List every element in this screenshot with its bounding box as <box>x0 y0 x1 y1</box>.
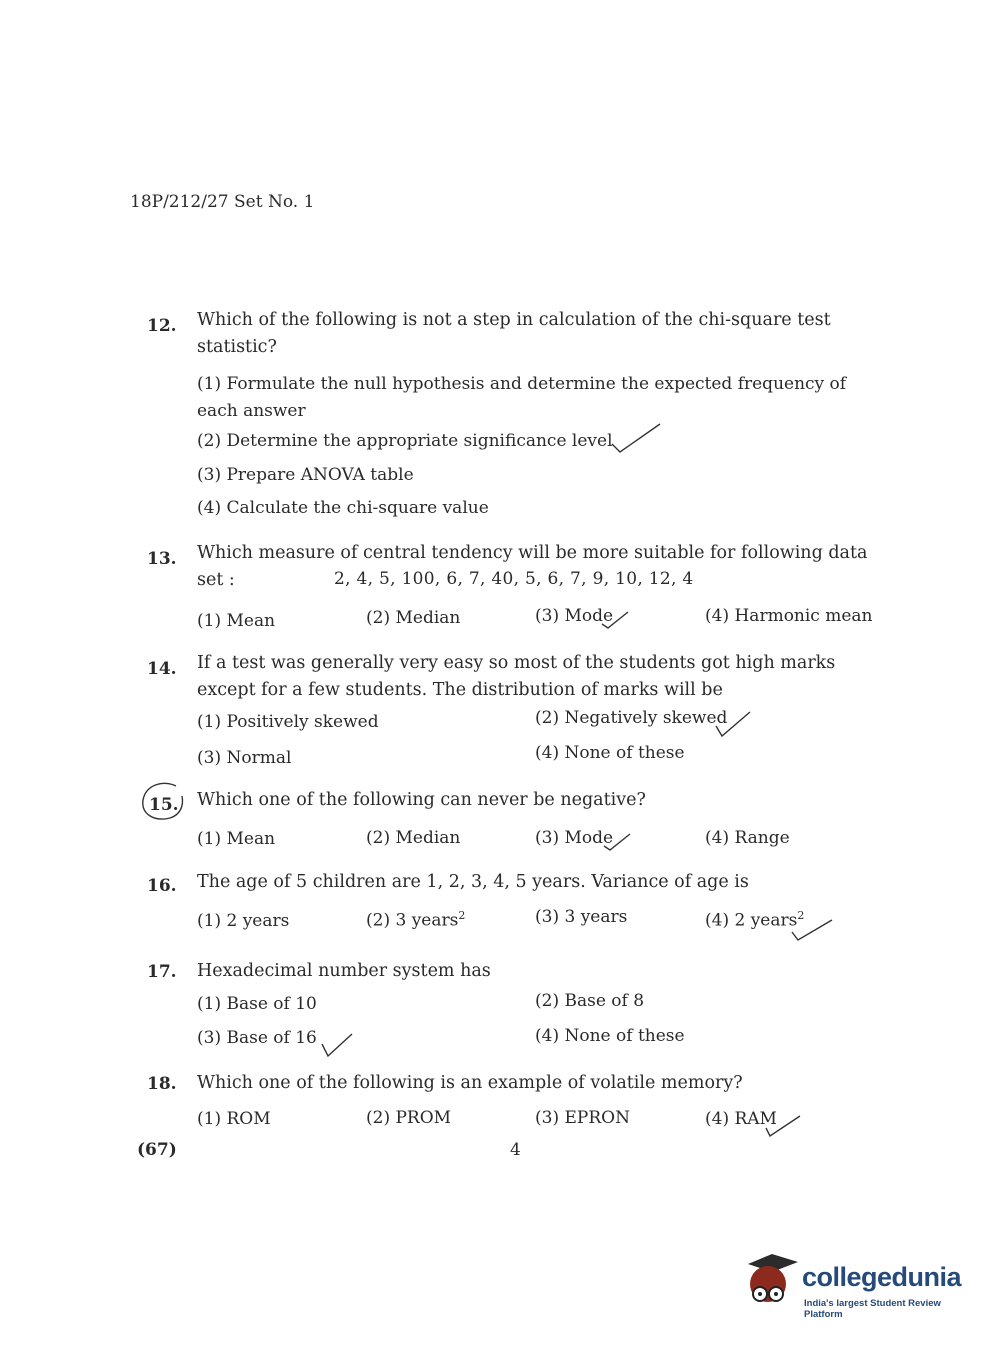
superscript: 2 <box>458 909 466 922</box>
tick-mark-icon <box>602 830 634 854</box>
tick-mark-icon <box>318 1030 356 1060</box>
option-4: (4) Calculate the chi-square value <box>197 498 489 518</box>
option-3: (3) Mode <box>535 606 614 626</box>
question-number: 17. <box>147 962 177 982</box>
question-text: If a test was generally very easy so most of the students got high marks except for a few students. The distribution of marks will be <box>197 653 836 700</box>
option-1: (1) 2 years <box>197 911 290 931</box>
option-1: (1) Mean <box>197 611 276 631</box>
option-1: (1) Positively skewed <box>197 712 379 732</box>
option-2: (2) Base of 8 <box>535 991 645 1011</box>
option-4: (4) 2 years <box>705 910 798 931</box>
option-3: (3) Normal <box>197 748 292 768</box>
brand-name: collegedunia <box>802 1262 962 1292</box>
option-4: (4) None of these <box>535 1026 685 1046</box>
question-text: Which one of the following can never be negative? <box>197 790 646 810</box>
option-1: (1) Mean <box>197 829 276 849</box>
question-text: Hexadecimal number system has <box>197 961 491 981</box>
option-1: (1) Base of 10 <box>197 994 317 1014</box>
option-4: (4) None of these <box>535 743 685 763</box>
superscript: 2 <box>797 909 805 922</box>
option-3: (3) 3 years <box>535 907 628 927</box>
option-4: (4) Range <box>705 828 790 848</box>
question-number: 15. <box>149 795 179 815</box>
tick-mark-icon <box>600 608 632 632</box>
question-number: 18. <box>147 1074 177 1094</box>
tick-mark-icon <box>608 420 664 456</box>
option-1: (1) Formulate the null hypothesis and determine the expected frequency of each answer <box>197 374 847 421</box>
option-2: (2) Determine the appropriate significance level <box>197 431 613 451</box>
question-number: 12. <box>147 316 177 336</box>
question-text: Which measure of central tendency will be more suitable for following data set : <box>197 543 868 590</box>
question-number: 16. <box>147 876 177 896</box>
footer-code: (67) <box>137 1140 177 1160</box>
page-number: 4 <box>510 1140 521 1160</box>
option-3: (3) Prepare ANOVA table <box>197 465 414 485</box>
paper-code: 18P/212/27 Set No. 1 <box>130 192 315 212</box>
tick-mark-icon <box>712 708 754 740</box>
option-3: (3) EPRON <box>535 1108 630 1128</box>
option-2: (2) Median <box>366 828 461 848</box>
mascot-icon <box>742 1252 800 1312</box>
option-2: (2) 3 years <box>366 910 459 931</box>
option-3: (3) Mode <box>535 828 614 848</box>
tick-mark-icon <box>762 1112 804 1142</box>
tick-mark-icon <box>788 914 836 944</box>
option-4: (4) RAM <box>705 1109 777 1129</box>
option-2-wrap <box>366 909 465 931</box>
option-2: (2) Negatively skewed <box>535 708 728 728</box>
question-number: 14. <box>147 659 177 679</box>
option-3: (3) Base of 16 <box>197 1028 317 1048</box>
option-1: (1) ROM <box>197 1109 271 1129</box>
brand-tagline: India's largest Student Review Platform <box>804 1298 941 1320</box>
collegedunia-logo <box>742 1250 972 1320</box>
question-text: Which one of the following is an example of volatile memory? <box>197 1073 743 1093</box>
option-2: (2) PROM <box>366 1108 452 1128</box>
question-text: Which of the following is not a step in calculation of the chi-square test statistic? <box>197 310 831 357</box>
data-set: 2, 4, 5, 100, 6, 7, 40, 5, 6, 7, 9, 10, 12, 4 <box>334 569 694 589</box>
question-number: 13. <box>147 549 177 569</box>
option-2: (2) Median <box>366 608 461 628</box>
option-4: (4) Harmonic mean <box>705 606 873 626</box>
question-text: The age of 5 children are 1, 2, 3, 4, 5 years. Variance of age is <box>197 872 749 892</box>
